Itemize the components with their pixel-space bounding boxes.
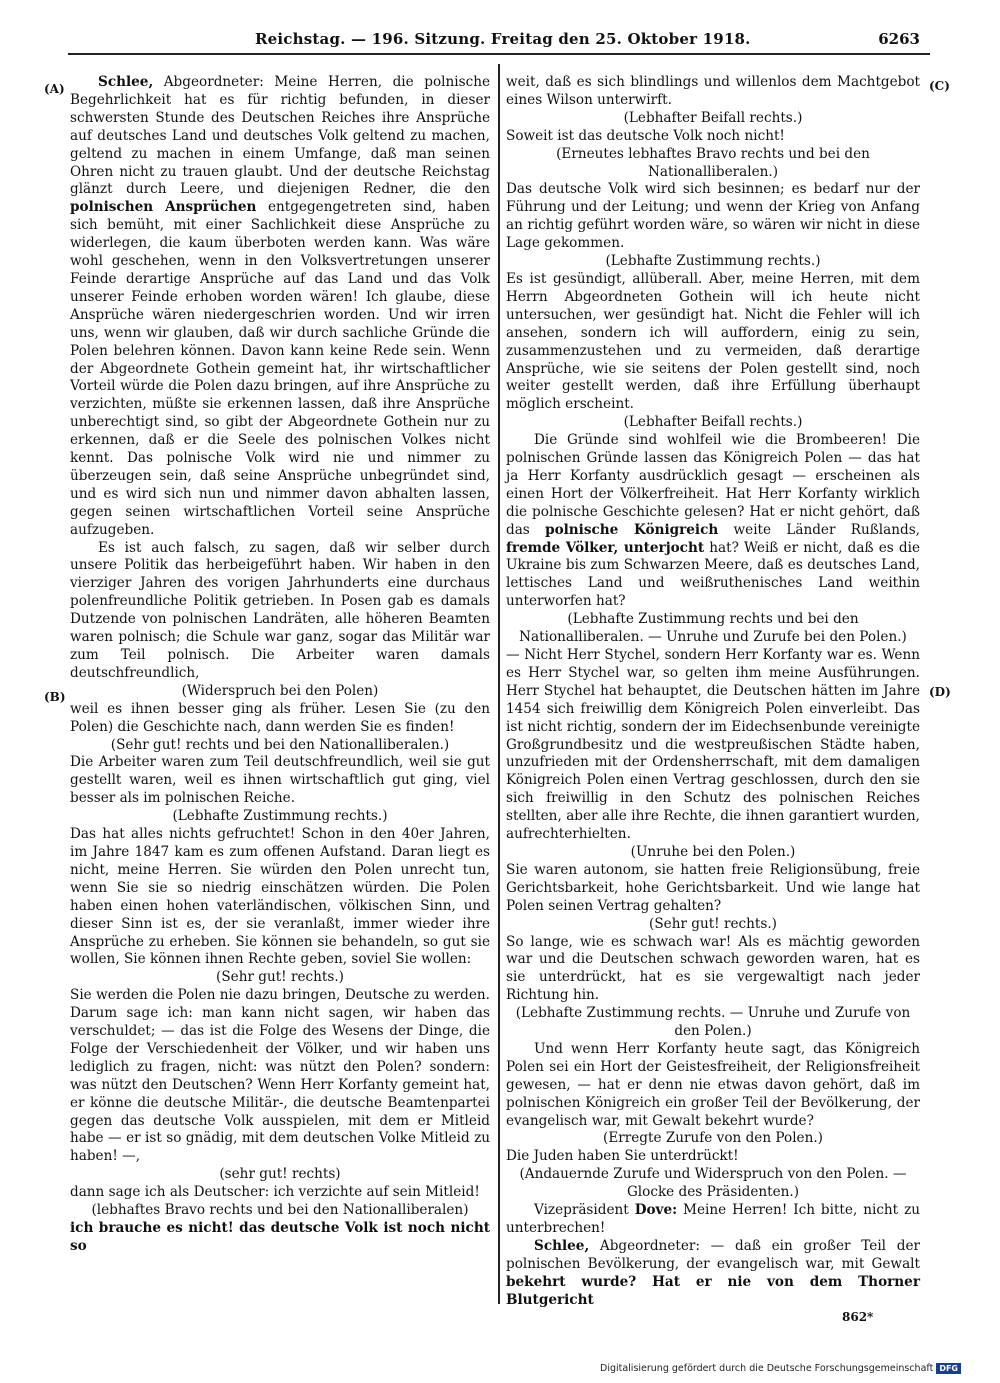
header-rule xyxy=(68,53,930,55)
paragraph: Es ist gesündigt, allüberall. Aber, meine Herren, mit dem Herrn Abgeordneten Gothein will ich heute nicht untersuchen, wer gesündigt hat. Nicht die Fehler will ich ansehen, sondern ich will auffordern, einig zu sein, zusammenzustehen und zu vermeiden, daß derartige Ansprüche, wie sie seitens der Polen gestellt sind, noch weiter gestellt werden, daß ihre Erfüllung überhaupt möglich erscheint. xyxy=(506,270,920,413)
margin-marker-d: (D) xyxy=(929,685,951,699)
paragraph: Die Arbeiter waren zum Teil deutschfreundlich, weil sie gut gestellt waren, weil es ihnen wirtschaftlich gut ging, viel besser als im polnischen Reiche. xyxy=(70,754,490,807)
paragraph: Das hat alles nichts gefruchtet! Schon in den 40er Jahren, im Jahre 1847 kam es zum offenen Aufstand. Daran liegt es nicht, meine Herren. Sie würden den Polen unrecht tun, wenn Sie sie so niedrig einschätzen würden. Die Polen haben einen hohen vaterländischen, völkischen Sinn, und dieser Sinn ist es, der sie veranlaßt, immer wieder ihre Ansprüche zu erheben. Sie können sie behandeln, so gut sie wollen, Sie können ihnen Rechte geben, soviel Sie wollen: xyxy=(70,826,490,968)
page-number: 6263 xyxy=(878,30,920,48)
interjection: (Sehr gut! rechts und bei den Nationalliberalen.) xyxy=(110,736,450,753)
interjection: (Erregte Zurufe von den Polen.) xyxy=(603,1130,823,1147)
paragraph: Vizepräsident Dove: Meine Herren! Ich bitte, nicht zu unterbrechen! xyxy=(506,1202,921,1236)
margin-marker-a: (A) xyxy=(44,82,65,96)
interjection: (sehr gut! rechts) xyxy=(219,1166,341,1183)
interjection: (Erneutes lebhaftes Bravo rechts und bei den Nationalliberalen.) xyxy=(556,145,870,180)
paragraph: Soweit ist das deutsche Volk noch nicht! xyxy=(506,127,785,144)
interjection: (Sehr gut! rechts.) xyxy=(216,969,344,986)
column-divider xyxy=(498,64,500,1304)
paragraph: weil es ihnen besser ging als früher. Lesen Sie (zu den Polen) die Geschichte nach, dann werden Sie es finden! xyxy=(70,700,490,735)
speaker-name: Schlee, xyxy=(98,74,154,90)
page-header xyxy=(70,30,930,52)
paragraph: weit, daß es sich blindlings und willenlos dem Machtgebot eines Wilson unterwirft. xyxy=(506,74,920,108)
paragraph: Es ist auch falsch, zu sagen, daß wir selber durch unsere Politik das herbeigeführt haben. Wir haben in den vierziger Jahren des vorigen Jahrhunderts eine durchaus polenfreundliche Politik getrieben. In Posen gab es damals Dutzende von polnischen Landräten, alle höheren Beamten waren polnisch; die Schule war ganz, sogar das Militär war zum Teil polnisch. Die Arbeiter waren damals deutschfreundlich, xyxy=(70,539,490,681)
dfg-logo: DFG xyxy=(936,1363,961,1374)
interjection: (Lebhafte Zustimmung rechts.) xyxy=(172,808,388,825)
interjection: (Lebhafter Beifall rechts.) xyxy=(623,109,803,126)
paragraph: ich brauche es nicht! das deutsche Volk ist noch nicht so xyxy=(70,1220,490,1254)
paragraph: So lange, wie es schwach war! Als es mächtig geworden war und die Deutschen schwach geworden waren, hat es sie unterdrückt, hat es sie vergewaltigt nach jeder Richtung hin. xyxy=(506,933,920,1004)
header-title: Reichstag. — 196. Sitzung. Freitag den 25. Oktober 1918. xyxy=(255,30,751,48)
paragraph: Und wenn Herr Korfanty heute sagt, das Königreich Polen sei ein Hort der Geistesfreiheit, der Religionsfreiheit gewesen, — hat er denn nie etwas davon gehört, daß im polnischen Königreich ein großer Teil der Bevölkerung, der evangelisch war, mit Gewalt bekehrt wurde? xyxy=(506,1040,920,1129)
margin-marker-b: (B) xyxy=(44,690,66,704)
emphasis: polnischen Ansprüchen xyxy=(70,199,257,216)
paragraph: Schlee, Abgeordneter: — daß ein großer Teil der polnischen Bevölkerung, der evangelisch war, mit Gewalt bekehrt wurde? Hat er nie von dem Thorner Blutgericht xyxy=(506,1237,920,1308)
interjection: (Andauernde Zurufe und Widerspruch von den Polen. — Glocke des Präsidenten.) xyxy=(519,1166,907,1201)
emphasis: polnische Königreich xyxy=(545,521,719,538)
margin-marker-c: (C) xyxy=(929,79,950,93)
left-column xyxy=(70,74,490,1256)
speaker-name: Schlee, xyxy=(534,1237,590,1254)
interjection: (Sehr gut! rechts.) xyxy=(649,915,777,932)
paragraph: — Nicht Herr Stychel, sondern Herr Korfanty war es. Wenn es Herr Stychel war, so gelten ihm meine Ausführungen. Herr Stychel hat behauptet, die Deutschen hätten im Jahre 1454 sich freiwillig dem Königreich Polen einverleibt. Das ist nicht richtig, sondern der im Eidechsenbunde vereinigte Großgrundbesitz und die westpreußischen Städte haben, unzufrieden mit der Ordensherrschaft, mit dem damaligen Königreich Polen einen Vertrag geschlossen, durch den sie sich freiwillig in den Schutz des polnischen Reiches stellten, aber alle ihre Rechte, die ihnen garantiert wurden, aufrechterhielten. xyxy=(506,647,920,843)
emphasis: fremde Völker, unterjocht xyxy=(506,539,705,556)
paragraph: Schlee, Abgeordneter: Meine Herren, die polnische Begehrlichkeit hat es für richtig befunden, in dieser schwersten Stunde des Deutschen Reiches ihre Ansprüche auf deutsches Land und deutsches Volk geltend zu machen, geltend zu machen in einem Umfange, daß man seinen Ohren nicht zu trauen glaubt. Und der deutsche Reichstag glänzt durch Leere, und diejenigen Redner, die den polnischen Ansprüchen entgegengetreten sind, haben sich bemüht, mit einer Sachlichkeit diese Ansprüche zu widerlegen, die kaum überboten werden kann. Was wäre wohl geschehen, wenn in den Volksvertretungen unserer Feinde derartige Ansprüche auf das Land und das Volk unserer Feinde erhoben worden wären! Ich glaube, diese Ansprüche wären niedergeschrien worden. Und wir irren uns, wenn wir glauben, daß wir durch sachliche Gründe die Polen belehren können. Davon kann keine Rede sein. Wenn der Abgeordnete Gothein gemeint hat, ihr wirtschaftlicher Vorteil würde die Polen dazu bringen, auf ihre Ansprüche zu verzichten, müßte sie erkennen lassen, daß ihre Ansprüche unberechtigt sind, so gibt der Abgeordnete Gothein nur zu erkennen, daß er die Seele des polnischen Volkes nicht kennt. Das polnische Volk wird nie und nimmer zu überzeugen sein, daß seine Ansprüche unbegründet sind, und es wird sich nun und nimmer davon abhalten lassen, gegen seinen wirtschaftlichen Vorteil seine Ansprüche aufzugeben. xyxy=(70,74,490,538)
interjection: (Lebhafte Zustimmung rechts.) xyxy=(605,253,821,270)
interjection: (Lebhafter Beifall rechts.) xyxy=(623,414,803,431)
paragraph: Sie werden die Polen nie dazu bringen, Deutsche zu werden. Darum sage ich: man kann nicht sagen, wir haben das verschuldet; — das ist die Folge des Wesens der Dinge, die Folge der Verschiedenheit der Völker, und wir haben uns lediglich zu fragen, nicht: was nützt den Polen? sondern: was nützt den Deutschen? Wenn Herr Korfanty gemeint hat, er könne die deutsche Militär-, die deutsche Beamtenpartei gegen das deutsche Volk ausspielen, mit dem er Mitleid habe — er ist so gnädig, mit dem deutschen Volke Mitleid zu haben! —, xyxy=(70,987,490,1165)
interjection: (Widerspruch bei den Polen) xyxy=(181,682,379,699)
interjection: (Unruhe bei den Polen.) xyxy=(630,843,796,860)
paragraph: Das deutsche Volk wird sich besinnen; es bedarf nur der Führung und der Leitung; und wenn der Krieg von Anfang an richtig geführt worden wäre, so wären wir nicht in diese Lage gekommen. xyxy=(506,181,920,252)
paragraph: dann sage ich als Deutscher: ich verzichte auf sein Mitleid! xyxy=(70,1184,480,1201)
sheet-mark: 862* xyxy=(842,1310,874,1324)
paragraph: Die Gründe sind wohlfeil wie die Brombeeren! Die polnischen Gründe lassen das Königreich Polen — das hat ja Herr Korfanty ausdrücklich gesagt — erscheinen als einen Hort der Völkerfreiheit. Hat Herr Korfanty wirklich die polnische Geschichte gelesen? Hat er nicht gehört, daß das polnische Königreich weite Länder Rußlands, fremde Völker, unterjocht hat? Weiß er nicht, daß es die Ukraine bis zum Schwarzen Meere, daß es deutsches Land, lettisches Land und weißruthenisches Land weithin unterworfen hat? xyxy=(506,432,921,610)
emphasis: bekehrt wurde? Hat er nie von dem Thorner Blutgericht xyxy=(506,1273,920,1308)
interjection: (Lebhafte Zustimmung rechts. — Unruhe und Zurufe von den Polen.) xyxy=(515,1005,911,1040)
footer xyxy=(600,1363,961,1374)
interjection: (lebhaftes Bravo rechts und bei den Nationalliberalen) xyxy=(91,1202,469,1219)
right-column xyxy=(506,74,920,1310)
paragraph: Sie waren autonom, sie hatten freie Religionsübung, freie Gerichtsbarkeit, hohe Gerichtsbarkeit. Und wie lange hat Polen seinen Vertrag gehalten? xyxy=(506,861,920,914)
footer-text: Digitalisierung gefördert durch die Deutsche Forschungsgemeinschaft xyxy=(600,1363,934,1374)
speaker-name: Dove: xyxy=(634,1202,678,1219)
paragraph: Die Juden haben Sie unterdrückt! xyxy=(506,1148,739,1165)
interjection: (Lebhafte Zustimmung rechts und bei den Nationalliberalen. — Unruhe und Zurufe bei den Polen.) xyxy=(519,611,907,646)
